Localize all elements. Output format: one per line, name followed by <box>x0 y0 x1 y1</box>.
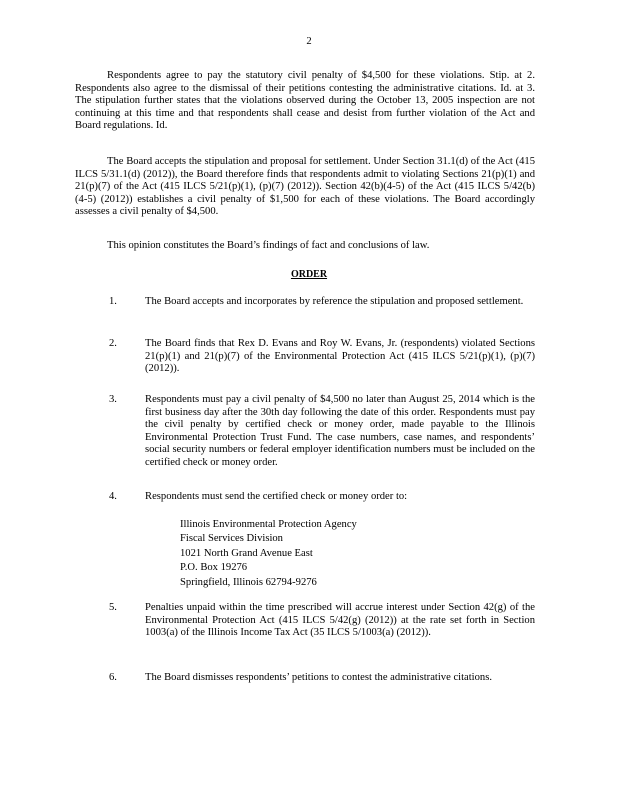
order-item-5 <box>75 602 535 640</box>
order-item-text: Respondents must pay a civil penalty of $4,500 no later than August 25, 2014 which is the first business day after the 30th day following the date of this order. Respondents must pay the civil penalty by certified check or money order, made payable to the Illinois Environmental Protection Trust Fund. The case numbers, case names, and respondents’ social security numbers or federal employer identification numbers must be included on the certified check or money order. <box>145 394 535 468</box>
address-line-po-box: P.O. Box 19276 <box>180 562 248 574</box>
order-item-text: The Board finds that Rex D. Evans and Roy W. Evans, Jr. (respondents) violated Sections 21(p)(1) and 21(p)(7) of the Environmental Protection Act (415 ILCS 5/21(p)(1), (p)(7) (2012)). <box>145 338 535 375</box>
paragraph-board-findings: The Board accepts the stipulation and proposal for settlement. Under Section 31.1(d) of the Act (415 ILCS 5/31.1(d) (2012)), the Board therefore finds that respondents admit to violating Sections 21(p)(1) and 21(p)(7) of the Act (415 ILCS 5/21(p)(1), (p)(7) (2012)). Section 42(b)(4-5) of the Act (415 ILCS 5/42(b)(4-5) (2012)) establishes a civil penalty of $1,500 for each of these violations. The Board accordingly assesses a civil penalty of $4,500. <box>75 156 535 218</box>
address-line-agency: Illinois Environmental Protection Agency <box>180 519 357 530</box>
paragraph-stipulation: Respondents agree to pay the statutory civil penalty of $4,500 for these violations. Stip. at 2. Respondents also agree to the dismissal of their petitions contesting the administrative citations. Id. at 3. The stipulation further states that the violations observed during the October 13, 2005 inspection are not continuing at this time and that respondents shall cease and desist from further violation of the Act and Board regulations. Id. <box>75 70 535 132</box>
address-line-street: 1021 North Grand Avenue East <box>180 547 313 559</box>
order-item-6 <box>75 672 535 685</box>
order-item-number: 1. <box>109 296 117 307</box>
order-item-number: 2. <box>109 338 117 349</box>
address-line-city: Springfield, Illinois 62794-9276 <box>180 576 317 588</box>
order-item-text: The Board accepts and incorporates by reference the stipulation and proposed settlement. <box>145 296 524 307</box>
order-item-2 <box>75 338 535 376</box>
mailing-address <box>180 518 357 590</box>
address-line-division: Fiscal Services Division <box>180 533 283 545</box>
order-item-number: 5. <box>109 602 117 613</box>
order-heading: ORDER <box>290 269 328 280</box>
order-item-4 <box>75 491 535 504</box>
order-item-text: Respondents must send the certified check or money order to: <box>145 491 408 502</box>
paragraph-opinion: This opinion constitutes the Board’s findings of fact and conclusions of law. <box>107 240 430 251</box>
order-item-number: 4. <box>109 491 117 502</box>
page-number: 2 <box>306 36 312 47</box>
order-item-number: 3. <box>109 394 117 405</box>
order-item-number: 6. <box>109 672 117 683</box>
order-item-3 <box>75 394 535 470</box>
order-item-text: The Board dismisses respondents’ petitions to contest the administrative citations. <box>145 672 492 683</box>
order-item-1 <box>75 296 535 309</box>
order-item-text: Penalties unpaid within the time prescribed will accrue interest under Section 42(g) of the Environmental Protection Act (415 ILCS 5/42(g) (2012)) at the rate set forth in Section 1003(a) of the Illinois Income Tax Act (35 ILCS 5/1003(a) (2012)). <box>145 602 535 639</box>
